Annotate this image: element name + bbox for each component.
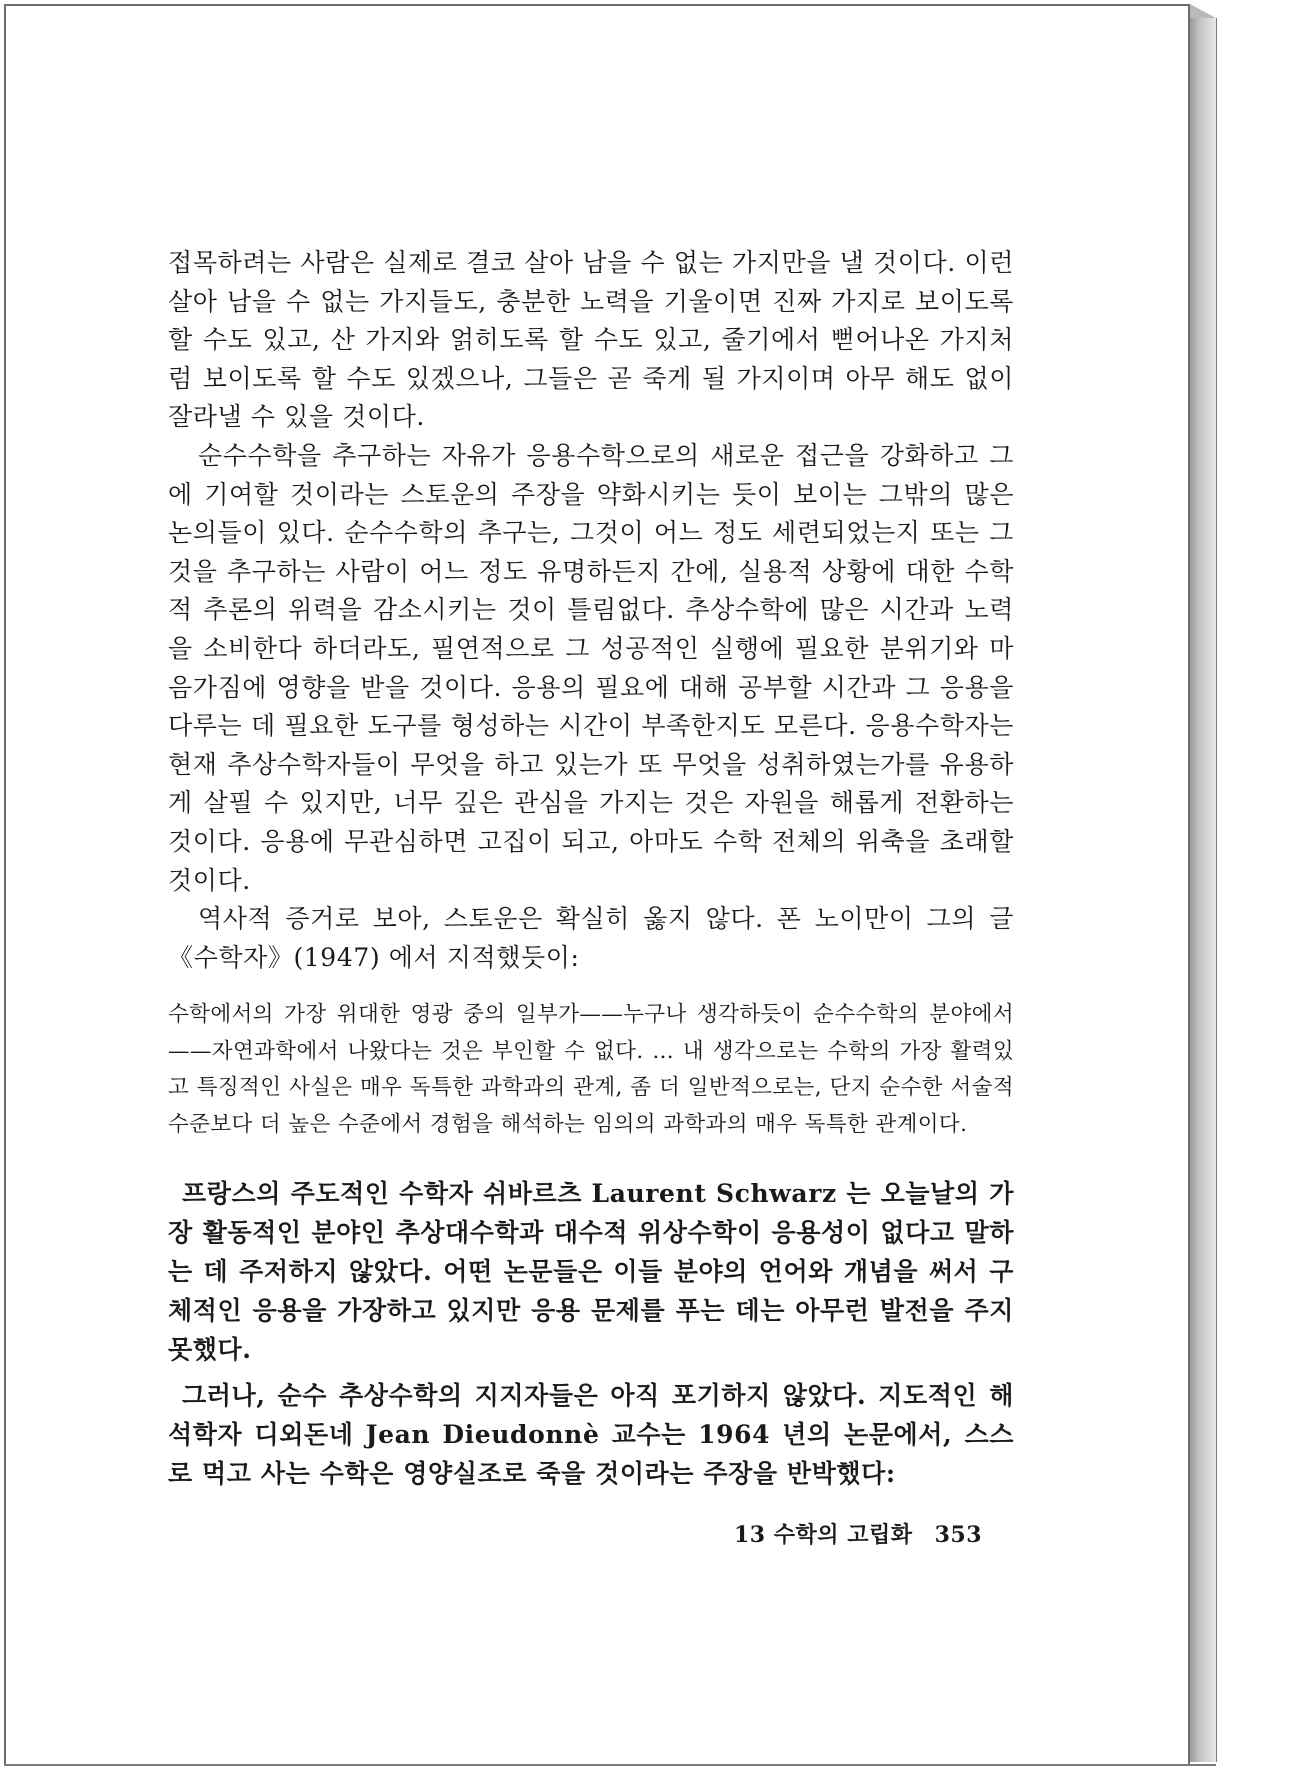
page-bottom-edge xyxy=(4,1764,1216,1766)
running-footer xyxy=(734,1518,1014,1549)
page-body xyxy=(168,244,1014,1493)
page-number: 353 xyxy=(934,1522,983,1548)
paragraph-1: 접목하려는 사람은 실제로 결코 살아 남을 수 없는 가지만을 낼 것이다. 이런 살아 남을 수 없는 가지들도, 충분한 노력을 기울이면 진짜 가지로 보이도록 할 수도 있고, 산 가지와 얽히도록 할 수도 있고, 줄기에서 뻗어나온 가지처럼 보이도록 할 수도 있겠으나, 그들은 곧 죽게 될 가지이며 아무 해도 없이 잘라낼 수 있을 것이다. xyxy=(168,248,1014,432)
page-edge-shadow xyxy=(1190,18,1217,1762)
paragraph-3: 역사적 증거로 보아, 스토운은 확실히 옳지 않다. 폰 노이만이 그의 글 《수학자》(1947) 에서 지적했듯이: xyxy=(168,904,1014,972)
paragraph-4: 프랑스의 주도적인 수학자 쉬바르츠 Laurent Schwarz 는 오늘날의 가장 활동적인 분야인 추상대수학과 대수적 위상수학이 응용성이 없다고 말하는 데 주저하지 않았다. 어떤 논문들은 이들 분야의 언어와 개념을 써서 구체적인 응용을 가장하고 있지만 응용 문제를 푸는 데는 아무런 발전을 주지 못했다. xyxy=(168,1178,1014,1365)
chapter-title: 13 수학의 고립화 xyxy=(734,1522,913,1548)
page-fold-corner xyxy=(1190,4,1216,18)
paragraph-5: 그러나, 순수 추상수학의 지지자들은 아직 포기하지 않았다. 지도적인 해석학자 디외돈네 Jean Dieudonnè 교수는 1964 년의 논문에서, 스스로 먹고 사는 수학은 영양실조로 죽을 것이라는 주장을 반박했다: xyxy=(168,1380,1014,1489)
paragraph-2: 순수수학을 추구하는 자유가 응용수학으로의 새로운 접근을 강화하고 그에 기여할 것이라는 스토운의 주장을 약화시키는 듯이 보이는 그밖의 많은 논의들이 있다. 순수수학의 추구는, 그것이 어느 정도 세련되었는지 또는 그것을 추구하는 사람이 어느 정도 유명하든지 간에, 실용적 상황에 대한 수학적 추론의 위력을 감소시키는 것이 틀림없다. 추상수학에 많은 시간과 노력을 소비한다 하더라도, 필연적으로 그 성공적인 실행에 필요한 분위기와 마음가짐에 영향을 받을 것이다. 응용의 필요에 대해 공부할 시간과 그 응용을 다루는 데 필요한 도구를 형성하는 시간이 부족한지도 모른다. 응용수학자는 현재 추상수학자들이 무엇을 하고 있는가 또 무엇을 성취하였는가를 유용하게 살필 수 있지만, 너무 깊은 관심을 가지는 것은 자원을 해롭게 전환하는 것이다. 응용에 무관심하면 고집이 되고, 아마도 수학 전체의 위축을 초래할 것이다. xyxy=(168,440,1014,895)
block-quote: 수학에서의 가장 위대한 영광 중의 일부가——누구나 생각하듯이 순수수학의 분야에서——자연과학에서 나왔다는 것은 부인할 수 없다. … 내 생각으로는 수학의 가장 활력있고 특징적인 사실은 매우 독특한 과학과의 관계, 좀 더 일반적으로는, 단지 순수한 서술적 수준보다 더 높은 수준에서 경험을 해석하는 임의의 과학과의 매우 독특한 관계이다. xyxy=(168,1002,1014,1138)
